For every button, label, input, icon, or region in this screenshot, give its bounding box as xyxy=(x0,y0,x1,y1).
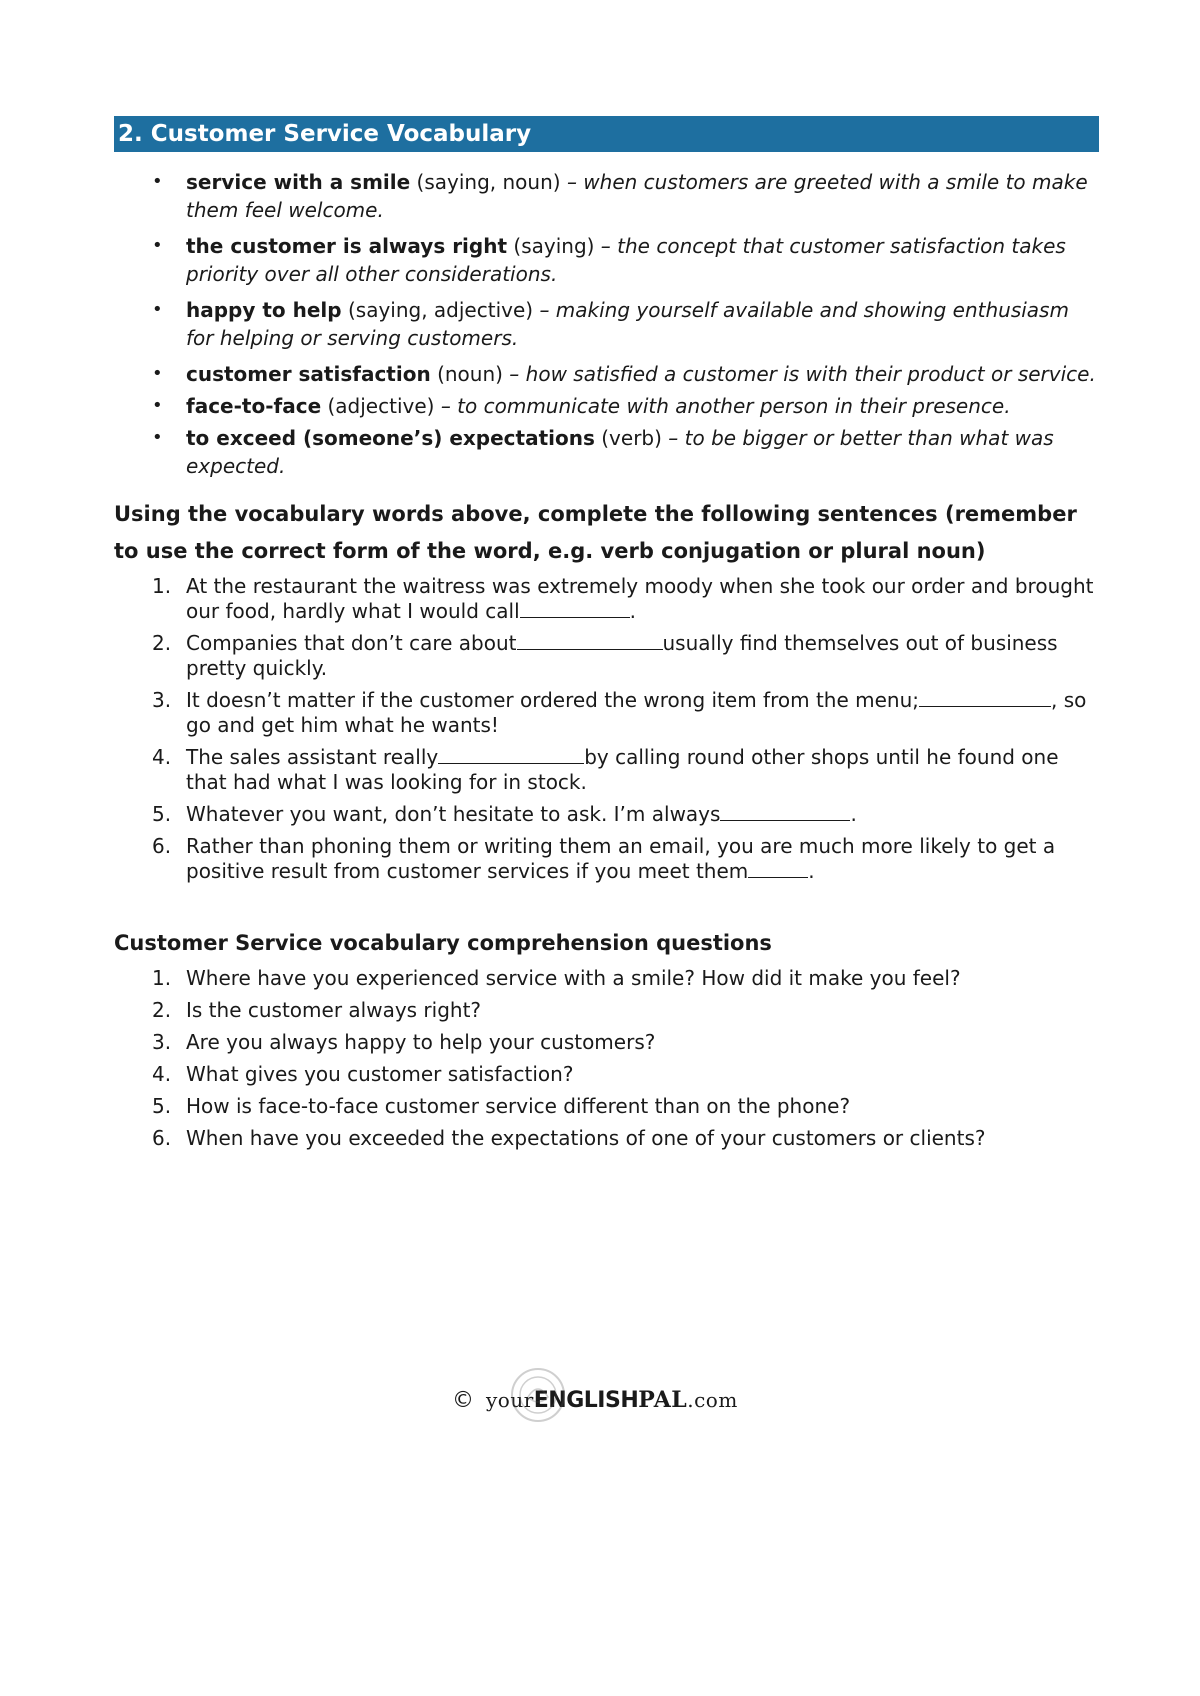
vocab-part-of-speech: (saying, adjective) xyxy=(347,298,534,322)
sentence-end: . xyxy=(850,802,857,826)
logo-text-your: your xyxy=(486,1388,534,1412)
question-item xyxy=(150,998,1100,1023)
exercise-item xyxy=(150,745,1100,795)
vocab-definition: – how satisfied a customer is with their product or service. xyxy=(509,362,1096,386)
site-logo xyxy=(486,1387,738,1413)
answer-blank[interactable] xyxy=(748,859,808,878)
item-number: 3. xyxy=(152,1030,172,1054)
question-text: How is face-to-face customer service different than on the phone? xyxy=(186,1094,851,1118)
sentence-start: The sales assistant really xyxy=(186,745,439,769)
exercise-item xyxy=(150,688,1100,738)
vocab-definition: – when customers are greeted with a smile to make them feel welcome. xyxy=(186,170,1088,222)
bullet-icon: • xyxy=(152,363,163,384)
item-number: 6. xyxy=(152,1126,172,1150)
question-text: What gives you customer satisfaction? xyxy=(186,1062,574,1086)
vocab-definition: – to communicate with another person in their presence. xyxy=(440,394,1011,418)
sentence-start: At the restaurant the waitress was extremely moody when she took our order and brought our food, hardly what I would call xyxy=(186,574,1094,623)
comprehension-title: Customer Service vocabulary comprehension questions xyxy=(114,931,772,955)
vocab-part-of-speech: (saying, noun) xyxy=(416,170,561,194)
logo-text-pal: PAL xyxy=(638,1387,688,1413)
logo-text-com: .com xyxy=(687,1388,738,1412)
question-text: Where have you experienced service with a smile? How did it make you feel? xyxy=(186,966,961,990)
vocab-part-of-speech: (saying) xyxy=(513,234,595,258)
vocab-item xyxy=(150,296,1100,352)
answer-blank[interactable] xyxy=(520,599,630,618)
exercise-item xyxy=(150,574,1100,624)
logo-text-english: ENGLISH xyxy=(533,1388,639,1413)
item-number: 5. xyxy=(152,1094,172,1118)
vocab-term: to exceed (someone’s) expectations xyxy=(186,426,595,450)
answer-blank[interactable] xyxy=(720,802,850,821)
vocab-term: customer satisfaction xyxy=(186,362,431,386)
logo-seal-icon xyxy=(510,1367,566,1423)
vocab-part-of-speech: (noun) xyxy=(437,362,503,386)
vocab-item xyxy=(150,392,1100,420)
question-item xyxy=(150,966,1100,991)
question-text: When have you exceeded the expectations of one of your customers or clients? xyxy=(186,1126,986,1150)
item-number: 2. xyxy=(152,998,172,1022)
vocab-item xyxy=(150,360,1100,388)
sentence-end: usually find themselves out of business pretty quickly. xyxy=(186,631,1058,680)
bullet-icon: • xyxy=(152,299,163,320)
item-number: 4. xyxy=(152,745,172,769)
item-number: 5. xyxy=(152,802,172,826)
item-number: 1. xyxy=(152,574,172,598)
question-item xyxy=(150,1062,1100,1087)
exercise-item xyxy=(150,834,1100,884)
answer-blank[interactable] xyxy=(438,745,584,764)
fill-in-exercise-list xyxy=(150,574,1100,891)
vocab-definition: – making yourself available and showing enthusiasm for helping or serving customers. xyxy=(186,298,1069,350)
exercise-instructions: Using the vocabulary words above, complete the following sentences (remember to use the correct form of the word, e.g. verb conjugation or plural noun) xyxy=(114,502,1077,563)
question-item xyxy=(150,1030,1100,1055)
item-number: 3. xyxy=(152,688,172,712)
question-text: Are you always happy to help your customers? xyxy=(186,1030,656,1054)
vocab-term: face-to-face xyxy=(186,394,322,418)
exercise-item xyxy=(150,631,1100,681)
question-item xyxy=(150,1094,1100,1119)
bullet-icon: • xyxy=(152,235,163,256)
answer-blank[interactable] xyxy=(919,688,1051,707)
sentence-start: Whatever you want, don’t hesitate to ask. I’m always xyxy=(186,802,721,826)
bullet-icon: • xyxy=(152,171,163,192)
item-number: 4. xyxy=(152,1062,172,1086)
vocab-term: service with a smile xyxy=(186,170,411,194)
vocabulary-list xyxy=(150,168,1100,484)
vocab-term: happy to help xyxy=(186,298,342,322)
sentence-end: . xyxy=(629,599,637,623)
sentence-end: by calling round other shops until he found one that had what I was looking for in stock. xyxy=(186,745,1059,794)
answer-blank[interactable] xyxy=(517,631,663,650)
bullet-icon: • xyxy=(152,427,163,448)
item-number: 1. xyxy=(152,966,172,990)
section-title: 2. Customer Service Vocabulary xyxy=(114,116,1099,152)
vocab-item xyxy=(150,168,1100,224)
vocab-item xyxy=(150,424,1100,480)
vocab-part-of-speech: (verb) xyxy=(601,426,662,450)
sentence-end: . xyxy=(808,859,815,883)
vocab-definition: – the concept that customer satisfaction takes priority over all other considerations. xyxy=(186,234,1066,286)
exercise-item xyxy=(150,802,1100,827)
copyright-symbol: © xyxy=(452,1387,474,1413)
vocab-part-of-speech: (adjective) xyxy=(327,394,435,418)
question-item xyxy=(150,1126,1100,1151)
item-number: 6. xyxy=(152,834,172,858)
sentence-start: Rather than phoning them or writing them an email, you are much more likely to get a positive result from customer services if you meet them xyxy=(186,834,1056,883)
footer xyxy=(452,1380,738,1420)
question-text: Is the customer always right? xyxy=(186,998,482,1022)
bullet-icon: • xyxy=(152,395,163,416)
sentence-start: It doesn’t matter if the customer ordered the wrong item from the menu; xyxy=(186,688,919,712)
vocab-term: the customer is always right xyxy=(186,234,508,258)
sentence-start: Companies that don’t care about xyxy=(186,631,517,655)
item-number: 2. xyxy=(152,631,172,655)
vocab-definition: – to be bigger or better than what was expected. xyxy=(186,426,1054,478)
comprehension-questions-list xyxy=(150,966,1100,1158)
vocab-item xyxy=(150,232,1100,288)
sentence-end: , so go and get him what he wants! xyxy=(186,688,1087,737)
